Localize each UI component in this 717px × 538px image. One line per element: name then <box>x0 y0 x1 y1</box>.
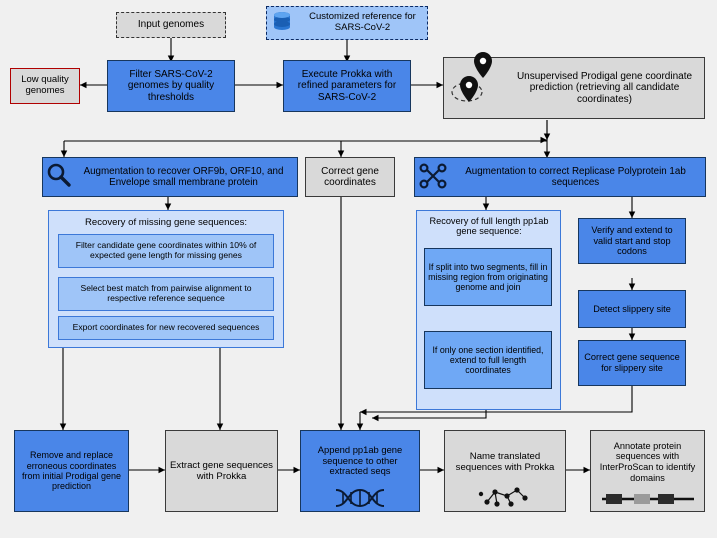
node-name-translated-sequences: Name translated sequences with Prokka <box>444 430 566 512</box>
node-select-best-match: Select best match from pairwise alignment to respective reference sequence <box>58 277 274 311</box>
node-append-pp1ab: Append pp1ab gene sequence to other extracted seqs <box>300 430 420 512</box>
node-extract-gene-sequences: Extract gene sequences with Prokka <box>165 430 278 512</box>
node-filter-candidate-coordinates: Filter candidate gene coordinates within 10% of expected gene length for missing genes <box>58 234 274 268</box>
link-nodes-icon <box>418 161 450 193</box>
node-verify-extend-codons: Verify and extend to valid start and stop codons <box>578 218 686 264</box>
node-execute-prokka: Execute Prokka with refined parameters for SARS-CoV-2 <box>283 60 411 112</box>
node-low-quality-genomes: Low quality genomes <box>10 68 80 104</box>
node-augmentation-orf: Augmentation to recover ORF9b, ORF10, and Envelope small membrane protein <box>42 157 298 197</box>
node-input-genomes: Input genomes <box>116 12 226 38</box>
node-annotate-interproscan: Annotate protein sequences with InterProScan to identify domains <box>590 430 705 512</box>
node-correct-gene-coordinates: Correct gene coordinates <box>305 157 395 197</box>
dna-icon <box>330 488 392 510</box>
node-split-two-segments: If split into two segments, fill in missing region from originating genome and join <box>424 248 552 306</box>
map-pin-icon <box>450 48 508 110</box>
node-customized-reference: Customized reference for SARS-CoV-2 <box>266 6 428 40</box>
node-export-coordinates: Export coordinates for new recovered sequences <box>58 316 274 340</box>
molecule-icon <box>475 484 535 510</box>
node-prodigal-prediction: Unsupervised Prodigal gene coordinate prediction (retrieving all candidate coordinates) <box>443 57 705 119</box>
magnifier-icon <box>46 162 76 192</box>
node-one-section-extend: If only one section identified, extend to full length coordinates <box>424 331 552 389</box>
node-filter-quality: Filter SARS-CoV-2 genomes by quality thresholds <box>107 60 235 112</box>
panel-recovery-missing-label: Recovery of missing gene sequences: <box>84 217 248 228</box>
protein-domain-icon <box>600 492 696 508</box>
node-correct-slippery-sequence: Correct gene sequence for slippery site <box>578 340 686 386</box>
node-augmentation-replicase: Augmentation to correct Replicase Polyprotein 1ab sequences <box>414 157 706 197</box>
panel-recovery-pp1ab-label: Recovery of full length pp1ab gene sequence: <box>429 216 549 236</box>
node-remove-replace-coordinates: Remove and replace erroneous coordinates from initial Prodigal gene prediction <box>14 430 129 512</box>
node-detect-slippery-site: Detect slippery site <box>578 290 686 328</box>
database-icon <box>270 10 298 36</box>
